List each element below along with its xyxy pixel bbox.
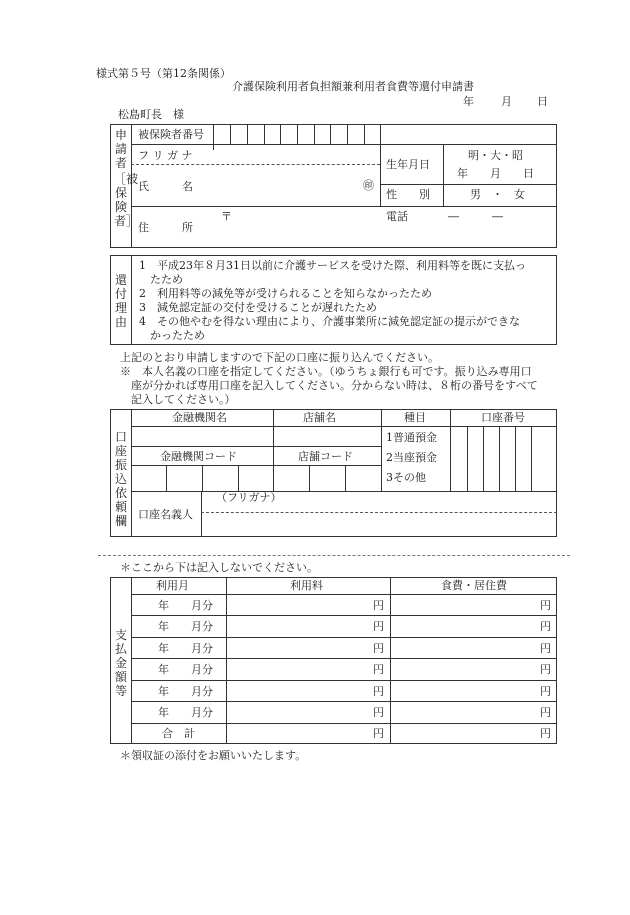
dob-ymd: 年 月 日 [457, 167, 534, 180]
era-options: 明・大・昭 [468, 149, 523, 162]
bank-name-header: 金融機関名 [172, 411, 227, 424]
col-month-header: 利用月 [156, 579, 189, 592]
phone-separator: ― ― [448, 210, 503, 223]
month-row-1: 年 月分 [158, 599, 213, 612]
month-row-5: 年 月分 [158, 685, 213, 698]
total-label: 合 計 [162, 727, 195, 740]
yen-food-4: 円 [540, 663, 551, 676]
cut-line [98, 555, 570, 556]
yen-food-6: 円 [540, 706, 551, 719]
seal-mark: ㊞ [363, 179, 374, 192]
notice-line-2: ※ 本人名義の口座を指定してください。（ゆうちょ銀行も可です。振り込み専用口 [120, 365, 532, 378]
notice-line-4: 記入してください。） [131, 393, 236, 406]
furigana-label: フ リ ガ ナ [138, 149, 193, 162]
yen-fee-6: 円 [373, 706, 384, 719]
account-holder-label: 口座名義人 [138, 508, 193, 521]
bank-side-label: 口座振込依頼欄 [114, 430, 127, 528]
address-label: 住 所 [138, 221, 193, 234]
yen-food-3: 円 [540, 642, 551, 655]
yen-fee-4: 円 [373, 663, 384, 676]
type-option-2: 2当座預金 [386, 451, 437, 464]
yen-fee-5: 円 [373, 685, 384, 698]
reason-2: 2 利用料等の減免等が受けられることを知らなかったため [139, 287, 432, 300]
yen-fee-total: 円 [373, 727, 384, 740]
office-use-note: ＊ここから下は記入しないでください。 [120, 561, 318, 574]
yen-food-1: 円 [540, 599, 551, 612]
month-row-4: 年 月分 [158, 663, 213, 676]
month-row-6: 年 月分 [158, 706, 213, 719]
addressee: 松島町長 様 [118, 108, 184, 121]
yen-food-2: 円 [540, 620, 551, 633]
date-year-label: 年 [463, 95, 474, 108]
yen-fee-2: 円 [373, 620, 384, 633]
sex-options: 男 ・ 女 [470, 188, 525, 201]
form-number: 様式第５号（第12条関係） [96, 67, 231, 80]
applicant-side-sublabel: ［被保険者］ [114, 172, 139, 228]
month-row-2: 年 月分 [158, 620, 213, 633]
notice-line-1: 上記のとおり申請しますので下記の口座に振り込んでください。 [120, 351, 439, 364]
reason-4: 4 その他やむを得ない理由により、介護事業所に減免認定証の提示ができな [139, 315, 520, 328]
payment-side-label: 支払金額等 [114, 628, 127, 698]
postal-mark: 〒 [221, 210, 232, 223]
receipt-note: ＊領収証の添付をお願いいたします。 [120, 749, 307, 762]
account-number-header: 口座番号 [481, 411, 525, 424]
phone-label: 電話 [386, 210, 408, 223]
notice-line-3: 座が分かれば専用口座を記入してください。分からない時は、８桁の番号をすべて [131, 379, 538, 392]
reasons-side-label: 還付理由 [114, 273, 127, 329]
bank-code-label: 金融機関コード [160, 450, 237, 463]
account-type-header: 種目 [404, 411, 426, 424]
branch-code-label: 店舗コード [298, 450, 353, 463]
name-label: 氏 名 [138, 180, 193, 193]
form-title: 介護保険利用者負担額兼利用者食費等還付申請書 [232, 80, 474, 93]
holder-furigana-label: （フリガナ） [216, 491, 282, 504]
type-option-1: 1普通預金 [386, 431, 437, 444]
date-month-label: 月 [501, 95, 512, 108]
reason-1: 1 平成23年８月31日以前に介護サービスを受けた際、利用料等を既に支払っ [139, 259, 526, 272]
date-day-label: 日 [537, 95, 548, 108]
yen-food-total: 円 [540, 727, 551, 740]
col-food-header: 食費・居住費 [441, 579, 507, 592]
sex-label: 性 別 [386, 188, 430, 201]
dob-label: 生年月日 [386, 158, 430, 171]
yen-fee-3: 円 [373, 642, 384, 655]
yen-food-5: 円 [540, 685, 551, 698]
month-row-3: 年 月分 [158, 642, 213, 655]
reason-4-cont: かったため [150, 329, 205, 342]
branch-name-header: 店舗名 [303, 411, 336, 424]
applicant-side-label: 申請者 [114, 128, 127, 170]
type-option-3: 3その他 [386, 471, 426, 484]
reason-3: 3 減免認定証の交付を受けることが遅れたため [139, 301, 377, 314]
yen-fee-1: 円 [373, 599, 384, 612]
col-fee-header: 利用料 [290, 579, 323, 592]
insured-number-label: 被保険者番号 [138, 128, 204, 141]
reason-1-cont: たため [150, 273, 183, 286]
